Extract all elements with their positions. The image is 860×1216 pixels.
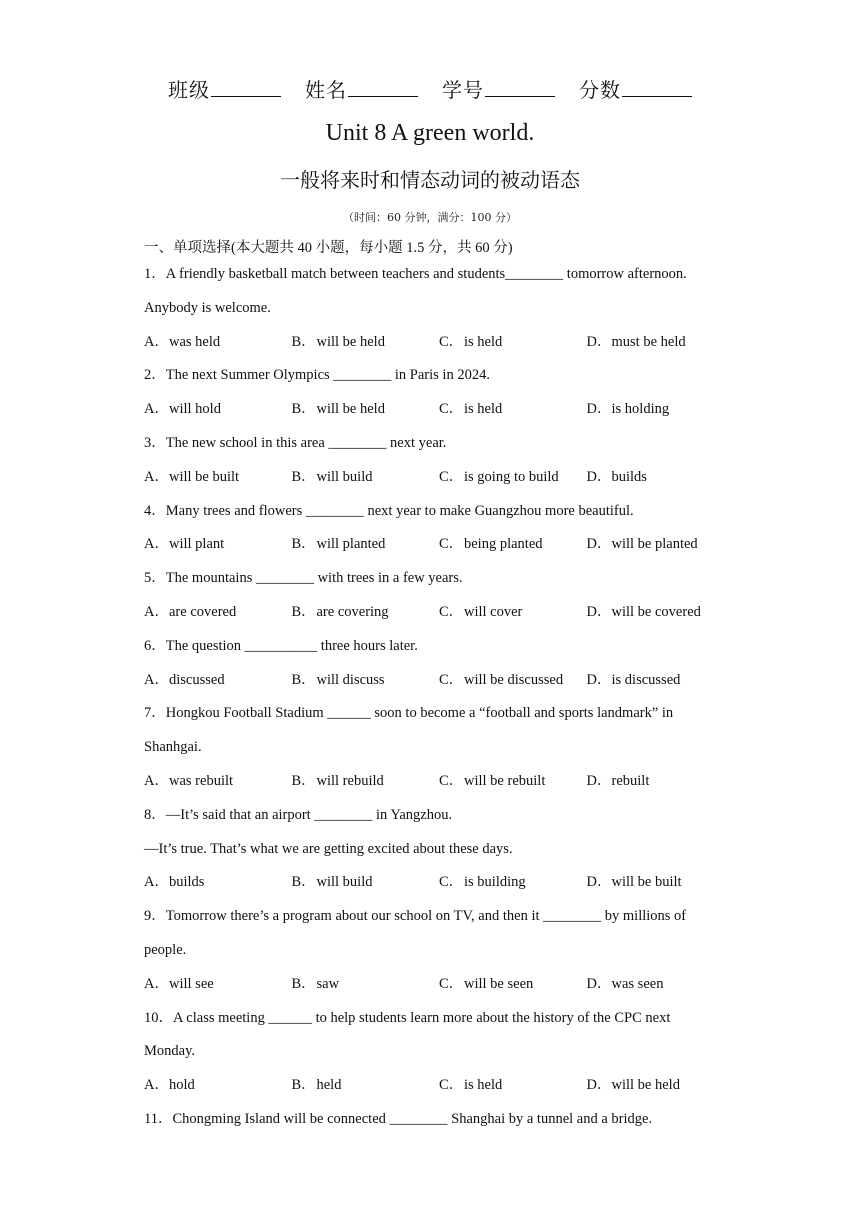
option-letter: D．: [586, 1077, 612, 1094]
option-letter: D．: [586, 772, 612, 789]
option-letter: D．: [586, 536, 612, 553]
option-a[interactable]: [144, 532, 292, 566]
options-row: [144, 668, 734, 702]
option-d[interactable]: [587, 668, 735, 702]
student-info-row: [0, 74, 860, 103]
question-stem: Anybody is welcome.: [144, 299, 271, 316]
option-letter: C．: [439, 874, 464, 891]
option-letter: C．: [439, 333, 464, 350]
option-a[interactable]: [144, 330, 292, 364]
option-letter: A．: [144, 1077, 169, 1094]
option-a[interactable]: [144, 769, 292, 803]
question-stem: 7．Hongkou Football Stadium ______ soon to become a “football and sports landmark” in: [144, 705, 674, 722]
option-d[interactable]: [587, 769, 735, 803]
option-b[interactable]: [292, 1073, 440, 1107]
option-letter: C．: [439, 536, 464, 553]
option-text: will be covered: [611, 603, 701, 620]
option-text: being planted: [464, 536, 543, 553]
option-letter: B．: [291, 874, 316, 891]
question-stem: Shanhgai.: [144, 739, 202, 756]
option-text: are covered: [169, 603, 237, 620]
question-stem: 11．Chongming Island will be connected ________ Shanghai by a tunnel and a bridge.: [144, 1110, 653, 1127]
option-letter: A．: [144, 536, 169, 553]
option-text: will be held: [316, 333, 385, 350]
option-text: held: [316, 1077, 342, 1094]
option-c[interactable]: [439, 600, 587, 634]
option-d[interactable]: [587, 330, 735, 364]
option-text: was rebuilt: [169, 772, 234, 789]
option-text: will be built: [611, 874, 682, 891]
option-text: will be held: [611, 1077, 680, 1094]
option-c[interactable]: [439, 330, 587, 364]
option-text: is going to build: [464, 468, 559, 485]
question-item: [144, 499, 734, 567]
question-stem: Monday.: [144, 1043, 196, 1060]
option-c[interactable]: [439, 870, 587, 904]
option-letter: B．: [291, 401, 316, 418]
score-field: 分数: [579, 74, 692, 103]
option-a[interactable]: [144, 600, 292, 634]
question-stem: people.: [144, 941, 187, 958]
option-text: must be held: [611, 333, 686, 350]
options-row: [144, 600, 734, 634]
option-letter: B．: [291, 333, 316, 350]
option-d[interactable]: [587, 1073, 735, 1107]
question-item: [144, 1006, 734, 1107]
option-letter: B．: [291, 772, 316, 789]
option-d[interactable]: [587, 397, 735, 431]
option-text: will cover: [464, 603, 523, 620]
question-item: [144, 363, 734, 431]
option-letter: C．: [439, 401, 464, 418]
option-letter: B．: [291, 1077, 316, 1094]
option-text: is held: [464, 401, 503, 418]
page-title: Unit 8 A green world.: [325, 120, 535, 146]
exam-meta: （时间：60 分钟，满分：100 分）: [343, 211, 517, 224]
options-row: [144, 397, 734, 431]
question-item: [144, 803, 734, 904]
question-stem: 3．The new school in this area ________ next year.: [144, 434, 447, 451]
options-row: [144, 532, 734, 566]
option-letter: D．: [586, 468, 612, 485]
question-list: [144, 262, 734, 1141]
option-text: will hold: [169, 401, 221, 418]
question-stem: 2．The next Summer Olympics ________ in Paris in 2024.: [144, 367, 490, 384]
option-letter: D．: [586, 401, 612, 418]
option-b[interactable]: [292, 465, 440, 499]
page-subtitle: 一般将来时和情态动词的被动语态: [280, 168, 580, 192]
option-b[interactable]: [292, 769, 440, 803]
option-text: will see: [169, 975, 214, 992]
options-row: [144, 465, 734, 499]
option-letter: B．: [291, 975, 316, 992]
option-letter: A．: [144, 772, 169, 789]
option-c[interactable]: [439, 769, 587, 803]
option-letter: A．: [144, 401, 169, 418]
option-b[interactable]: [292, 330, 440, 364]
option-d[interactable]: [587, 870, 735, 904]
option-text: will be planted: [611, 536, 698, 553]
score-blank[interactable]: [622, 78, 692, 97]
option-text: is building: [464, 874, 526, 891]
student-number-blank[interactable]: [485, 78, 555, 97]
question-stem: 4．Many trees and flowers ________ next year to make Guangzhou more beautiful.: [144, 502, 634, 519]
option-text: discussed: [169, 671, 225, 688]
option-c[interactable]: [439, 972, 587, 1006]
option-letter: D．: [586, 874, 612, 891]
option-text: rebuilt: [611, 772, 650, 789]
question-stem: 6．The question __________ three hours later.: [144, 637, 418, 654]
option-a[interactable]: [144, 972, 292, 1006]
option-text: will be held: [316, 401, 385, 418]
option-letter: D．: [586, 975, 612, 992]
question-item: [144, 431, 734, 499]
question-stem: 10．A class meeting ______ to help students learn more about the history of the CPC next: [144, 1009, 671, 1026]
option-letter: A．: [144, 671, 169, 688]
question-item: [144, 904, 734, 1005]
option-a[interactable]: [144, 465, 292, 499]
option-c[interactable]: [439, 668, 587, 702]
option-text: will build: [316, 468, 373, 485]
option-c[interactable]: [439, 465, 587, 499]
option-c[interactable]: [439, 397, 587, 431]
class-blank[interactable]: [211, 78, 281, 97]
options-row: [144, 870, 734, 904]
question-item: [144, 701, 734, 802]
question-item: [144, 566, 734, 634]
option-letter: D．: [586, 603, 612, 620]
option-c[interactable]: [439, 1073, 587, 1107]
option-text: saw: [316, 975, 340, 992]
option-letter: B．: [291, 671, 316, 688]
option-text: will be discussed: [464, 671, 564, 688]
option-d[interactable]: [587, 600, 735, 634]
option-d[interactable]: [587, 465, 735, 499]
option-b[interactable]: [292, 600, 440, 634]
option-b[interactable]: [292, 532, 440, 566]
options-row: [144, 1073, 734, 1107]
option-c[interactable]: [439, 532, 587, 566]
question-item: [144, 634, 734, 702]
option-text: is held: [464, 333, 503, 350]
option-letter: C．: [439, 772, 464, 789]
option-a[interactable]: [144, 1073, 292, 1107]
question-stem: 8．—It’s said that an airport ________ in Yangzhou.: [144, 806, 453, 823]
option-text: will rebuild: [316, 772, 384, 789]
option-b[interactable]: [292, 397, 440, 431]
option-letter: D．: [586, 333, 612, 350]
option-letter: A．: [144, 874, 169, 891]
option-text: will build: [316, 874, 373, 891]
option-b[interactable]: [292, 972, 440, 1006]
question-item: [144, 262, 734, 363]
option-letter: C．: [439, 603, 464, 620]
option-text: was seen: [611, 975, 664, 992]
option-letter: A．: [144, 975, 169, 992]
question-stem: —It’s true. That’s what we are getting excited about these days.: [144, 840, 513, 857]
question-item: [144, 1107, 734, 1141]
options-row: [144, 972, 734, 1006]
name-blank[interactable]: [348, 78, 418, 97]
option-text: is discussed: [611, 671, 681, 688]
option-text: hold: [169, 1077, 195, 1094]
option-text: are covering: [316, 603, 389, 620]
option-letter: B．: [291, 603, 316, 620]
option-text: will planted: [316, 536, 386, 553]
option-a[interactable]: [144, 668, 292, 702]
class-field: 班级: [168, 74, 281, 103]
option-text: builds: [611, 468, 647, 485]
question-stem: 1．A friendly basketball match between teachers and students________ tomorrow afternoon.: [144, 266, 687, 282]
option-letter: C．: [439, 1077, 464, 1094]
option-letter: B．: [291, 536, 316, 553]
option-text: is holding: [611, 401, 670, 418]
option-letter: A．: [144, 468, 169, 485]
option-a[interactable]: [144, 397, 292, 431]
section-title: 一、单项选择(本大题共 40 小题，每小题 1.5 分，共 60 分): [144, 240, 513, 256]
option-text: builds: [169, 874, 205, 891]
option-text: is held: [464, 1077, 503, 1094]
option-letter: D．: [586, 671, 612, 688]
option-b[interactable]: [292, 870, 440, 904]
option-text: will plant: [169, 536, 225, 553]
option-a[interactable]: [144, 870, 292, 904]
option-text: will be rebuilt: [464, 772, 546, 789]
option-text: will discuss: [316, 671, 385, 688]
question-stem: 9．Tomorrow there’s a program about our school on TV, and then it ________ by millions of: [144, 908, 687, 925]
option-letter: A．: [144, 333, 169, 350]
option-d[interactable]: [587, 532, 735, 566]
option-b[interactable]: [292, 668, 440, 702]
option-letter: A．: [144, 603, 169, 620]
option-text: was held: [169, 333, 221, 350]
name-field: 姓名: [305, 74, 418, 103]
option-text: will be built: [169, 468, 240, 485]
option-letter: B．: [291, 468, 316, 485]
options-row: [144, 330, 734, 364]
option-letter: C．: [439, 468, 464, 485]
option-text: will be seen: [464, 975, 534, 992]
option-d[interactable]: [587, 972, 735, 1006]
options-row: [144, 769, 734, 803]
question-stem: 5．The mountains ________ with trees in a few years.: [144, 570, 463, 587]
student-number-field: 学号: [442, 74, 555, 103]
option-letter: C．: [439, 671, 464, 688]
option-letter: C．: [439, 975, 464, 992]
